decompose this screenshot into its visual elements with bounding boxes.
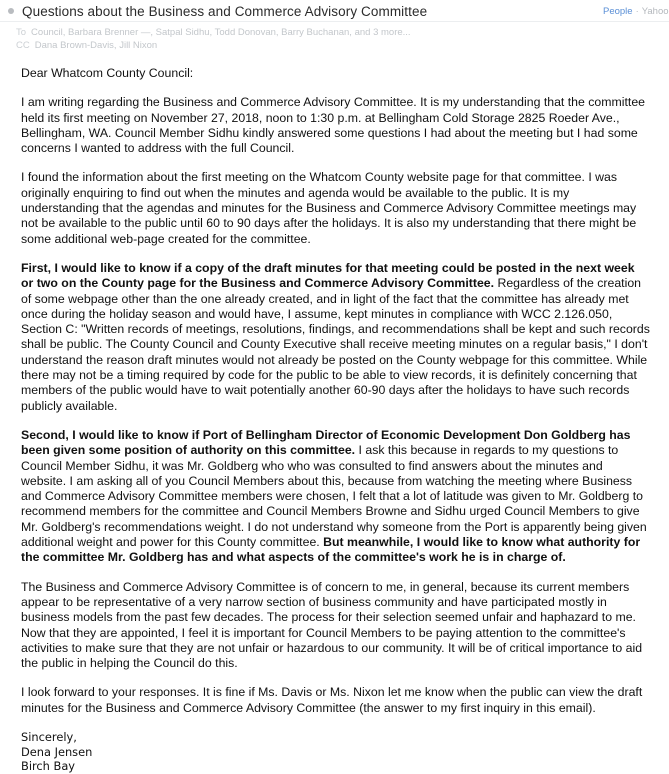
- signature-location: Birch Bay: [21, 759, 76, 774]
- people-link[interactable]: People: [603, 5, 633, 17]
- unread-status-dot-icon[interactable]: [8, 8, 14, 14]
- to-label: To: [16, 27, 27, 38]
- greeting-paragraph: Dear Whatcom County Council:: [21, 66, 194, 80]
- second-request-detail: I ask this because in regards to my questions to Council Member Sidhu, it was Mr. Goldberg who who was consulted to find answers about the minutes and website. I am asking all of you Council Members about this, because from watching the meeting where Business and Commerce Advisory Committee members were chosen, I felt that a lot of latitude was given to Mr. Goldberg to recommend members for the committee and Council Members Browne and Sidhu urged Council Members to give Mr. Goldberg's recommendations weight. I do not understand why someone from the Port is apparently being given additional weight and power for this County committee.: [21, 443, 647, 550]
- body-paragraph-4: [21, 428, 650, 566]
- second-request-emphasis-2: But meanwhile, I would like to know what authority for the committee Mr. Goldberg has and what aspects of the committee's work he is in charge of.: [21, 535, 641, 565]
- cc-line[interactable]: [16, 39, 669, 52]
- subject-row[interactable]: [0, 0, 669, 22]
- second-request-emphasis: Second, I would like to know if Port of Bellingham Director of Economic Development Don Goldberg has been given some position of authority on this committee.: [21, 427, 631, 458]
- email-subject: Questions about the Business and Commerce Advisory Committee: [22, 3, 428, 19]
- signature-block: [0, 730, 669, 774]
- body-paragraph-3: [21, 261, 650, 414]
- email-body: [0, 54, 669, 716]
- header-separator: ·: [635, 5, 639, 17]
- first-request-emphasis: First, I would like to know if a copy of the draft minutes for that meeting could be posted in the next week or two on the County page for the Business and Commerce Advisory Committee.: [21, 260, 635, 291]
- signature-closing: Sincerely,: [21, 729, 77, 744]
- signature-name: Dena Jensen: [21, 744, 93, 759]
- to-recipients[interactable]: Council, Barbara Brenner —, Satpal Sidhu, Todd Donovan, Barry Buchanan, and 3 more...: [31, 27, 411, 38]
- cc-label: CC: [16, 40, 30, 51]
- email-header: [0, 0, 669, 22]
- body-paragraph-5: The Business and Commerce Advisory Committee is of concern to me, in general, because its current members appear to be representative of a very narrow section of business community and have participated mostly in business models from the past few decades. The process for their selection seemed unfair and haphazard to me. Now that they are appointed, I feel it is important for Council Members to be paying attention to the committee's activities to make sure that they are not unfair or hazardous to our community. It will be of critical importance to aid the public in helping the Council do this.: [21, 579, 643, 671]
- to-line[interactable]: [16, 26, 669, 39]
- body-paragraph-2: I found the information about the first meeting on the Whatcom County website page for that committee. I was originally enquiring to find out when the minutes and agenda would be available to the public. It is my understanding that the agendas and minutes for the Business and Commerce Advisory Committee meetings may not be available to the public until 60 to 90 days after the holidays. It is also my understanding that there might be some additional web-page created for the committee.: [21, 170, 637, 246]
- recipients-block: [0, 22, 669, 54]
- brand-label: Yahoo: [641, 5, 669, 17]
- cc-recipients[interactable]: Dana Brown-Davis, Jill Nixon: [34, 40, 158, 51]
- header-right-meta: [603, 0, 669, 22]
- body-paragraph-6: I look forward to your responses. It is fine if Ms. Davis or Ms. Nixon let me know when the public can view the draft minutes for the Business and Commerce Advisory Committee (the answer to my first inquiry in this email).: [21, 685, 643, 715]
- body-paragraph-1: I am writing regarding the Business and Commerce Advisory Committee. It is my understanding that the committee held its first meeting on November 27, 2018, noon to 1:30 p.m. at Bellingham Cold Storage 2825 Roeder Ave., Bellingham, WA. Council Member Sidhu kindly answered some questions I had about the meeting but I had some concerns I wanted to address with the full Council.: [21, 95, 645, 156]
- first-request-detail: Regardless of the creation of some webpage other than the one already created, and in light of the fact that the committee has already met once during the holiday season and would have, I assume, kept minutes in compliance with WCC 2.126.050, Section C: "Written records of meetings, resolutions, findings, and recommendations shall be kept and such records shall be public. The County Council and County Executive shall receive meeting minutes on a regular basis," I don't understand the reason draft minutes would not already be posted on the County webpage for this committee. While there may not be a timing required by code for the public to be able to view records, it is definitely concerning that members of the public would have to wait potentially another 60-90 days after the holidays to have such records publicly available.: [21, 276, 650, 413]
